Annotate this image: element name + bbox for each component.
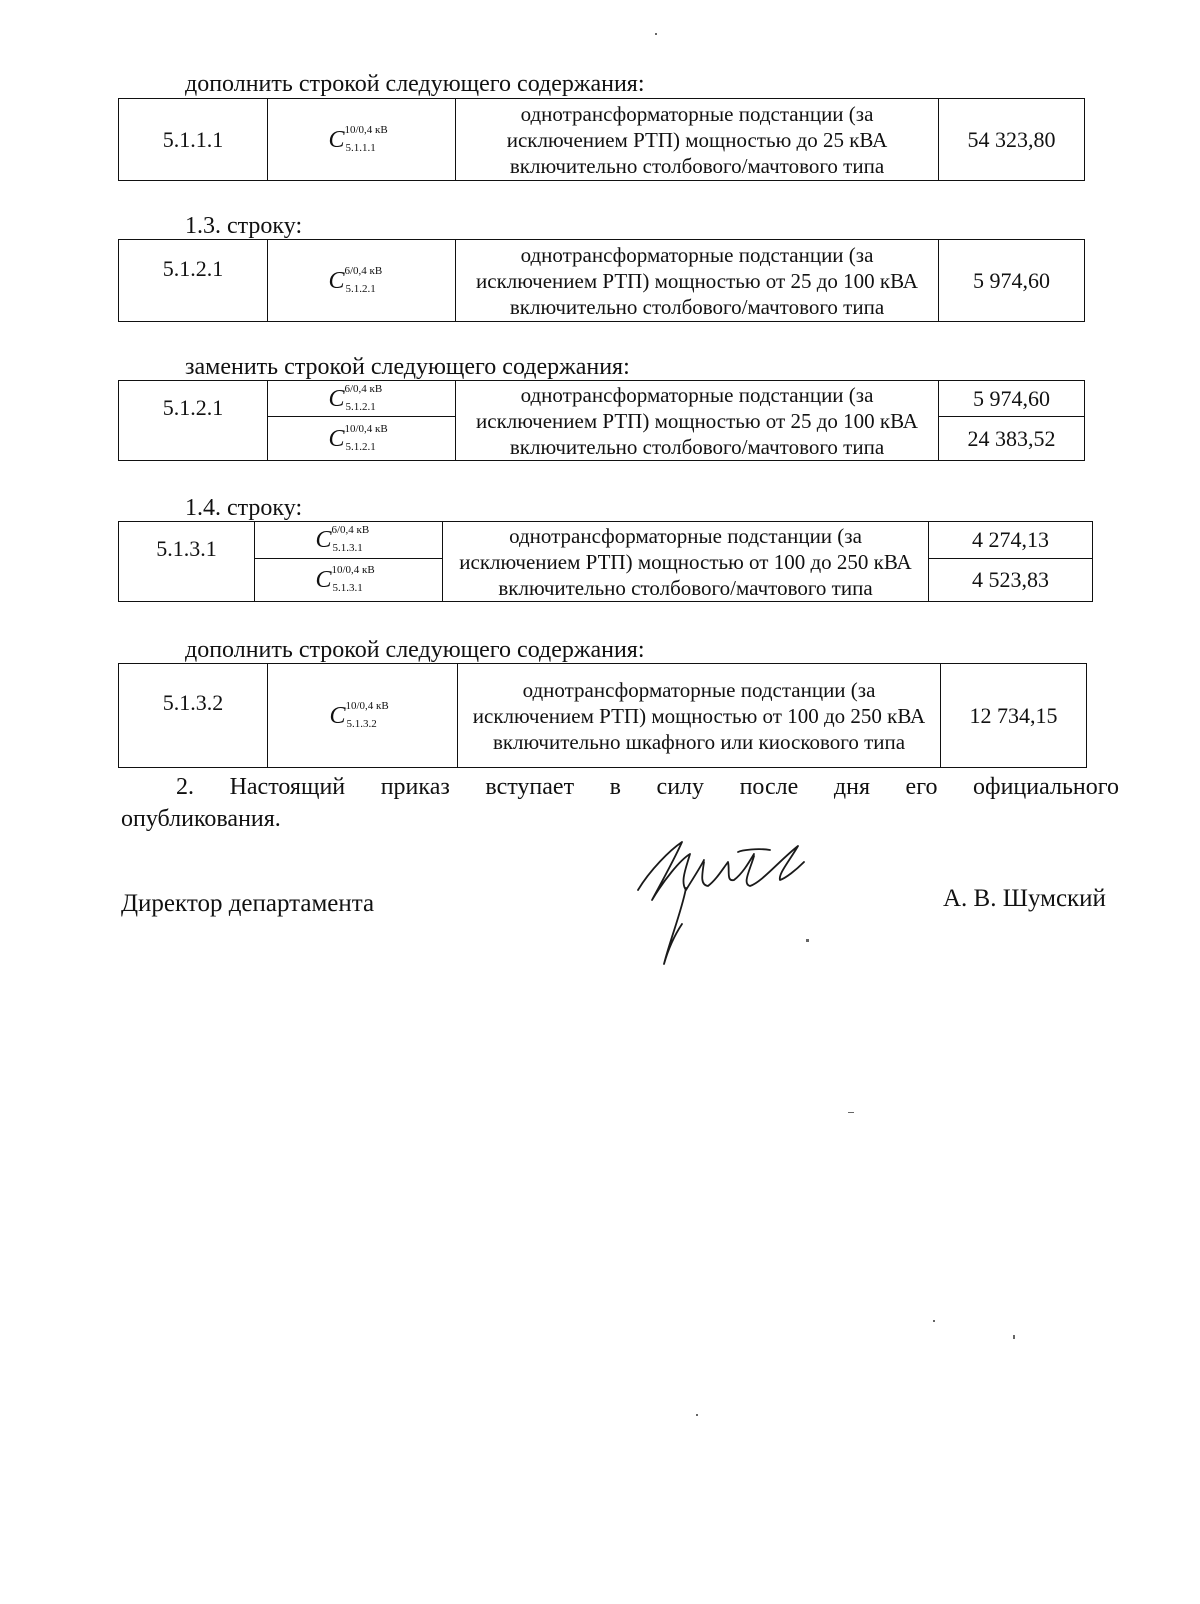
row-value: 4 523,83 bbox=[929, 559, 1093, 602]
symbol-superscript: 10/0,4 кВ bbox=[344, 123, 388, 136]
tariff-symbol bbox=[315, 564, 381, 594]
row-value: 12 734,15 bbox=[941, 664, 1087, 768]
tariff-symbol-cell bbox=[255, 522, 443, 559]
section5-intro: дополнить строкой следующего содержания: bbox=[185, 637, 645, 663]
table-row bbox=[119, 381, 1085, 417]
tariff-symbol bbox=[315, 524, 381, 554]
row-value: 5 974,60 bbox=[939, 240, 1085, 322]
handwritten-signature bbox=[630, 840, 830, 980]
tariff-symbol bbox=[329, 699, 395, 730]
tariff-symbol bbox=[328, 382, 394, 413]
row-value: 5 974,60 bbox=[939, 381, 1085, 417]
symbol-subscript: 5.1.2.1 bbox=[345, 282, 376, 295]
section3-table bbox=[118, 380, 1085, 461]
table-row bbox=[119, 99, 1085, 181]
symbol-superscript: 6/0,4 кВ bbox=[344, 264, 383, 277]
tariff-symbol bbox=[328, 264, 394, 295]
tariff-symbol-cell bbox=[255, 559, 443, 602]
section1-table bbox=[118, 98, 1085, 181]
section1-intro: дополнить строкой следующего содержания: bbox=[185, 71, 645, 97]
symbol-letter: C bbox=[329, 702, 346, 729]
section3-intro: заменить строкой следующего содержания: bbox=[185, 354, 630, 380]
signatory-name: А. В. Шумский bbox=[943, 885, 1106, 912]
symbol-letter: C bbox=[328, 425, 345, 452]
tariff-symbol-cell bbox=[268, 381, 456, 417]
symbol-subscript: 5.1.1.1 bbox=[345, 141, 376, 154]
symbol-superscript: 10/0,4 кВ bbox=[331, 564, 375, 576]
effective-date-paragraph bbox=[121, 771, 1119, 835]
table-row bbox=[119, 664, 1087, 768]
section4-table bbox=[118, 521, 1093, 602]
row-value: 4 274,13 bbox=[929, 522, 1093, 559]
row-code: 5.1.3.2 bbox=[119, 664, 268, 768]
row-value: 54 323,80 bbox=[939, 99, 1085, 181]
tariff-symbol-cell bbox=[268, 417, 456, 461]
symbol-subscript: 5.1.2.1 bbox=[345, 440, 376, 453]
tariff-symbol bbox=[328, 422, 394, 453]
symbol-superscript: 6/0,4 кВ bbox=[331, 524, 370, 536]
symbol-letter: C bbox=[315, 567, 332, 593]
scan-speck bbox=[655, 33, 657, 35]
symbol-subscript: 5.1.2.1 bbox=[345, 400, 376, 413]
paragraph-line-2: опубликования. bbox=[121, 806, 281, 832]
row-code: 5.1.1.1 bbox=[119, 99, 268, 181]
tariff-symbol-cell bbox=[268, 664, 458, 768]
symbol-superscript: 10/0,4 кВ bbox=[345, 699, 389, 712]
row-value: 24 383,52 bbox=[939, 417, 1085, 461]
symbol-superscript: 6/0,4 кВ bbox=[344, 382, 383, 395]
section2-intro: 1.3. строку: bbox=[185, 213, 303, 239]
scan-speck bbox=[848, 1112, 854, 1113]
tariff-symbol bbox=[328, 123, 394, 154]
row-description: однотрансформаторные подстанции (за исключением РТП) мощностью до 25 кВА включительно столбового/мачтового типа bbox=[456, 99, 939, 181]
section5-table bbox=[118, 663, 1087, 768]
symbol-letter: C bbox=[328, 267, 345, 294]
symbol-subscript: 5.1.3.1 bbox=[332, 542, 363, 554]
symbol-letter: C bbox=[328, 385, 345, 412]
tariff-symbol-cell bbox=[268, 99, 456, 181]
table-row bbox=[119, 240, 1085, 322]
row-code: 5.1.3.1 bbox=[119, 522, 255, 602]
row-code: 5.1.2.1 bbox=[119, 381, 268, 461]
symbol-subscript: 5.1.3.2 bbox=[346, 717, 377, 730]
row-description: однотрансформаторные подстанции (за исключением РТП) мощностью от 100 до 250 кВА включительно шкафного или киоскового типа bbox=[458, 664, 941, 768]
symbol-subscript: 5.1.3.1 bbox=[332, 582, 363, 594]
section4-intro: 1.4. строку: bbox=[185, 495, 303, 521]
row-description: однотрансформаторные подстанции (за исключением РТП) мощностью от 25 до 100 кВА включительно столбового/мачтового типа bbox=[456, 381, 939, 461]
row-description: однотрансформаторные подстанции (за исключением РТП) мощностью от 100 до 250 кВА включительно столбового/мачтового типа bbox=[443, 522, 929, 602]
section2-table bbox=[118, 239, 1085, 322]
scan-speck bbox=[933, 1320, 935, 1322]
scan-speck bbox=[1013, 1335, 1015, 1339]
paragraph-line-1: 2. Настоящий приказ вступает в силу после дня его официального bbox=[176, 774, 1119, 800]
symbol-letter: C bbox=[328, 126, 345, 153]
scan-speck bbox=[696, 1414, 698, 1416]
table-row bbox=[119, 522, 1093, 559]
symbol-letter: C bbox=[315, 527, 332, 553]
tariff-symbol-cell bbox=[268, 240, 456, 322]
signatory-title: Директор департамента bbox=[121, 890, 375, 917]
symbol-superscript: 10/0,4 кВ bbox=[344, 422, 388, 435]
row-description: однотрансформаторные подстанции (за исключением РТП) мощностью от 25 до 100 кВА включительно столбового/мачтового типа bbox=[456, 240, 939, 322]
row-code: 5.1.2.1 bbox=[119, 240, 268, 322]
scan-speck bbox=[806, 939, 809, 942]
